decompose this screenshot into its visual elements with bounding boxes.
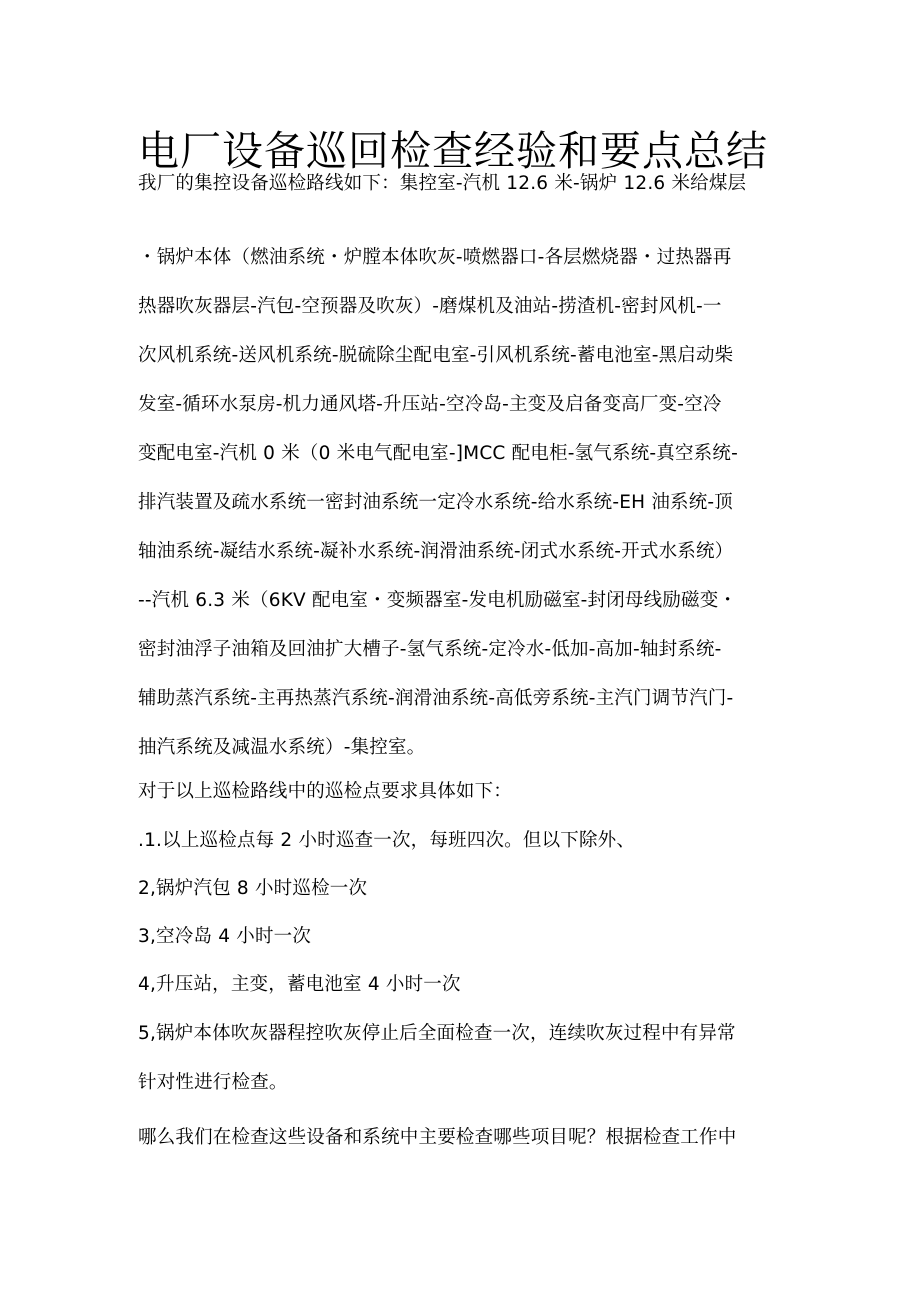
route-line: 发室-循环水泵房-机力通风塔-升压站-空冷岛-主变及启备变高厂变-空冷 bbox=[138, 394, 722, 415]
document-title: 电厂设备巡回检查经验和要点总结 bbox=[138, 127, 768, 175]
requirement-item: 5,锅炉本体吹灰器程控吹灰停止后全面检查一次，连续吹灰过程中有异常 bbox=[138, 1023, 736, 1044]
route-line: 辅助蒸汽系统-主再热蒸汽系统-润滑油系统-高低旁系统-主汽门调节汽门- bbox=[138, 688, 734, 709]
requirements-intro: 对于以上巡检路线中的巡检点要求具体如下： bbox=[138, 781, 513, 802]
route-line: --汽机 6.3 米（6KV 配电室・变频器室-发电机励磁室-封闭母线励磁变・ bbox=[138, 590, 738, 611]
route-line: ・锅炉本体（燃油系统・炉膛本体吹灰-喷燃器口-各层燃烧器・过热器再 bbox=[138, 247, 732, 268]
route-line: 抽汽系统及减温水系统）-集控室。 bbox=[138, 737, 426, 758]
route-line: 轴油系统-凝结水系统-凝补水系统-润滑油系统-闭式水系统-开式水系统） bbox=[138, 541, 734, 562]
requirement-item: 4,升压站，主变，蓄电池室 4 小时一次 bbox=[138, 974, 461, 995]
requirement-item: 3,空冷岛 4 小时一次 bbox=[138, 926, 312, 947]
requirement-item: .1.以上巡检点每 2 小时巡查一次，每班四次。但以下除外、 bbox=[138, 830, 636, 851]
route-line: 变配电室-汽机 0 米（0 米电气配电室-]MCC 配电柜-氢气系统-真空系统- bbox=[138, 443, 738, 464]
route-line: 我厂的集控设备巡检路线如下：集控室-汽机 12.6 米-锅炉 12.6 米给煤层 bbox=[138, 173, 747, 194]
route-line: 排汽装置及疏水系统一密封油系统一定冷水系统-给水系统-EH 油系统-顶 bbox=[138, 492, 734, 513]
route-line: 热器吹灰器层-汽包-空预器及吹灰）-磨煤机及油站-捞渣机-密封风机-一 bbox=[138, 296, 722, 317]
closing-line: 哪么我们在检查这些设备和系统中主要检查哪些项目呢？根据检查工作中 bbox=[138, 1127, 737, 1148]
requirement-item: 2,锅炉汽包 8 小时巡检一次 bbox=[138, 878, 368, 899]
requirement-item: 针对性进行检查。 bbox=[138, 1072, 288, 1093]
route-line: 密封油浮子油箱及回油扩大槽子-氢气系统-定冷水-低加-高加-轴封系统- bbox=[138, 639, 722, 660]
route-line: 次风机系统-送风机系统-脱硫除尘配电室-引风机系统-蓄电池室-黑启动柴 bbox=[138, 345, 734, 366]
